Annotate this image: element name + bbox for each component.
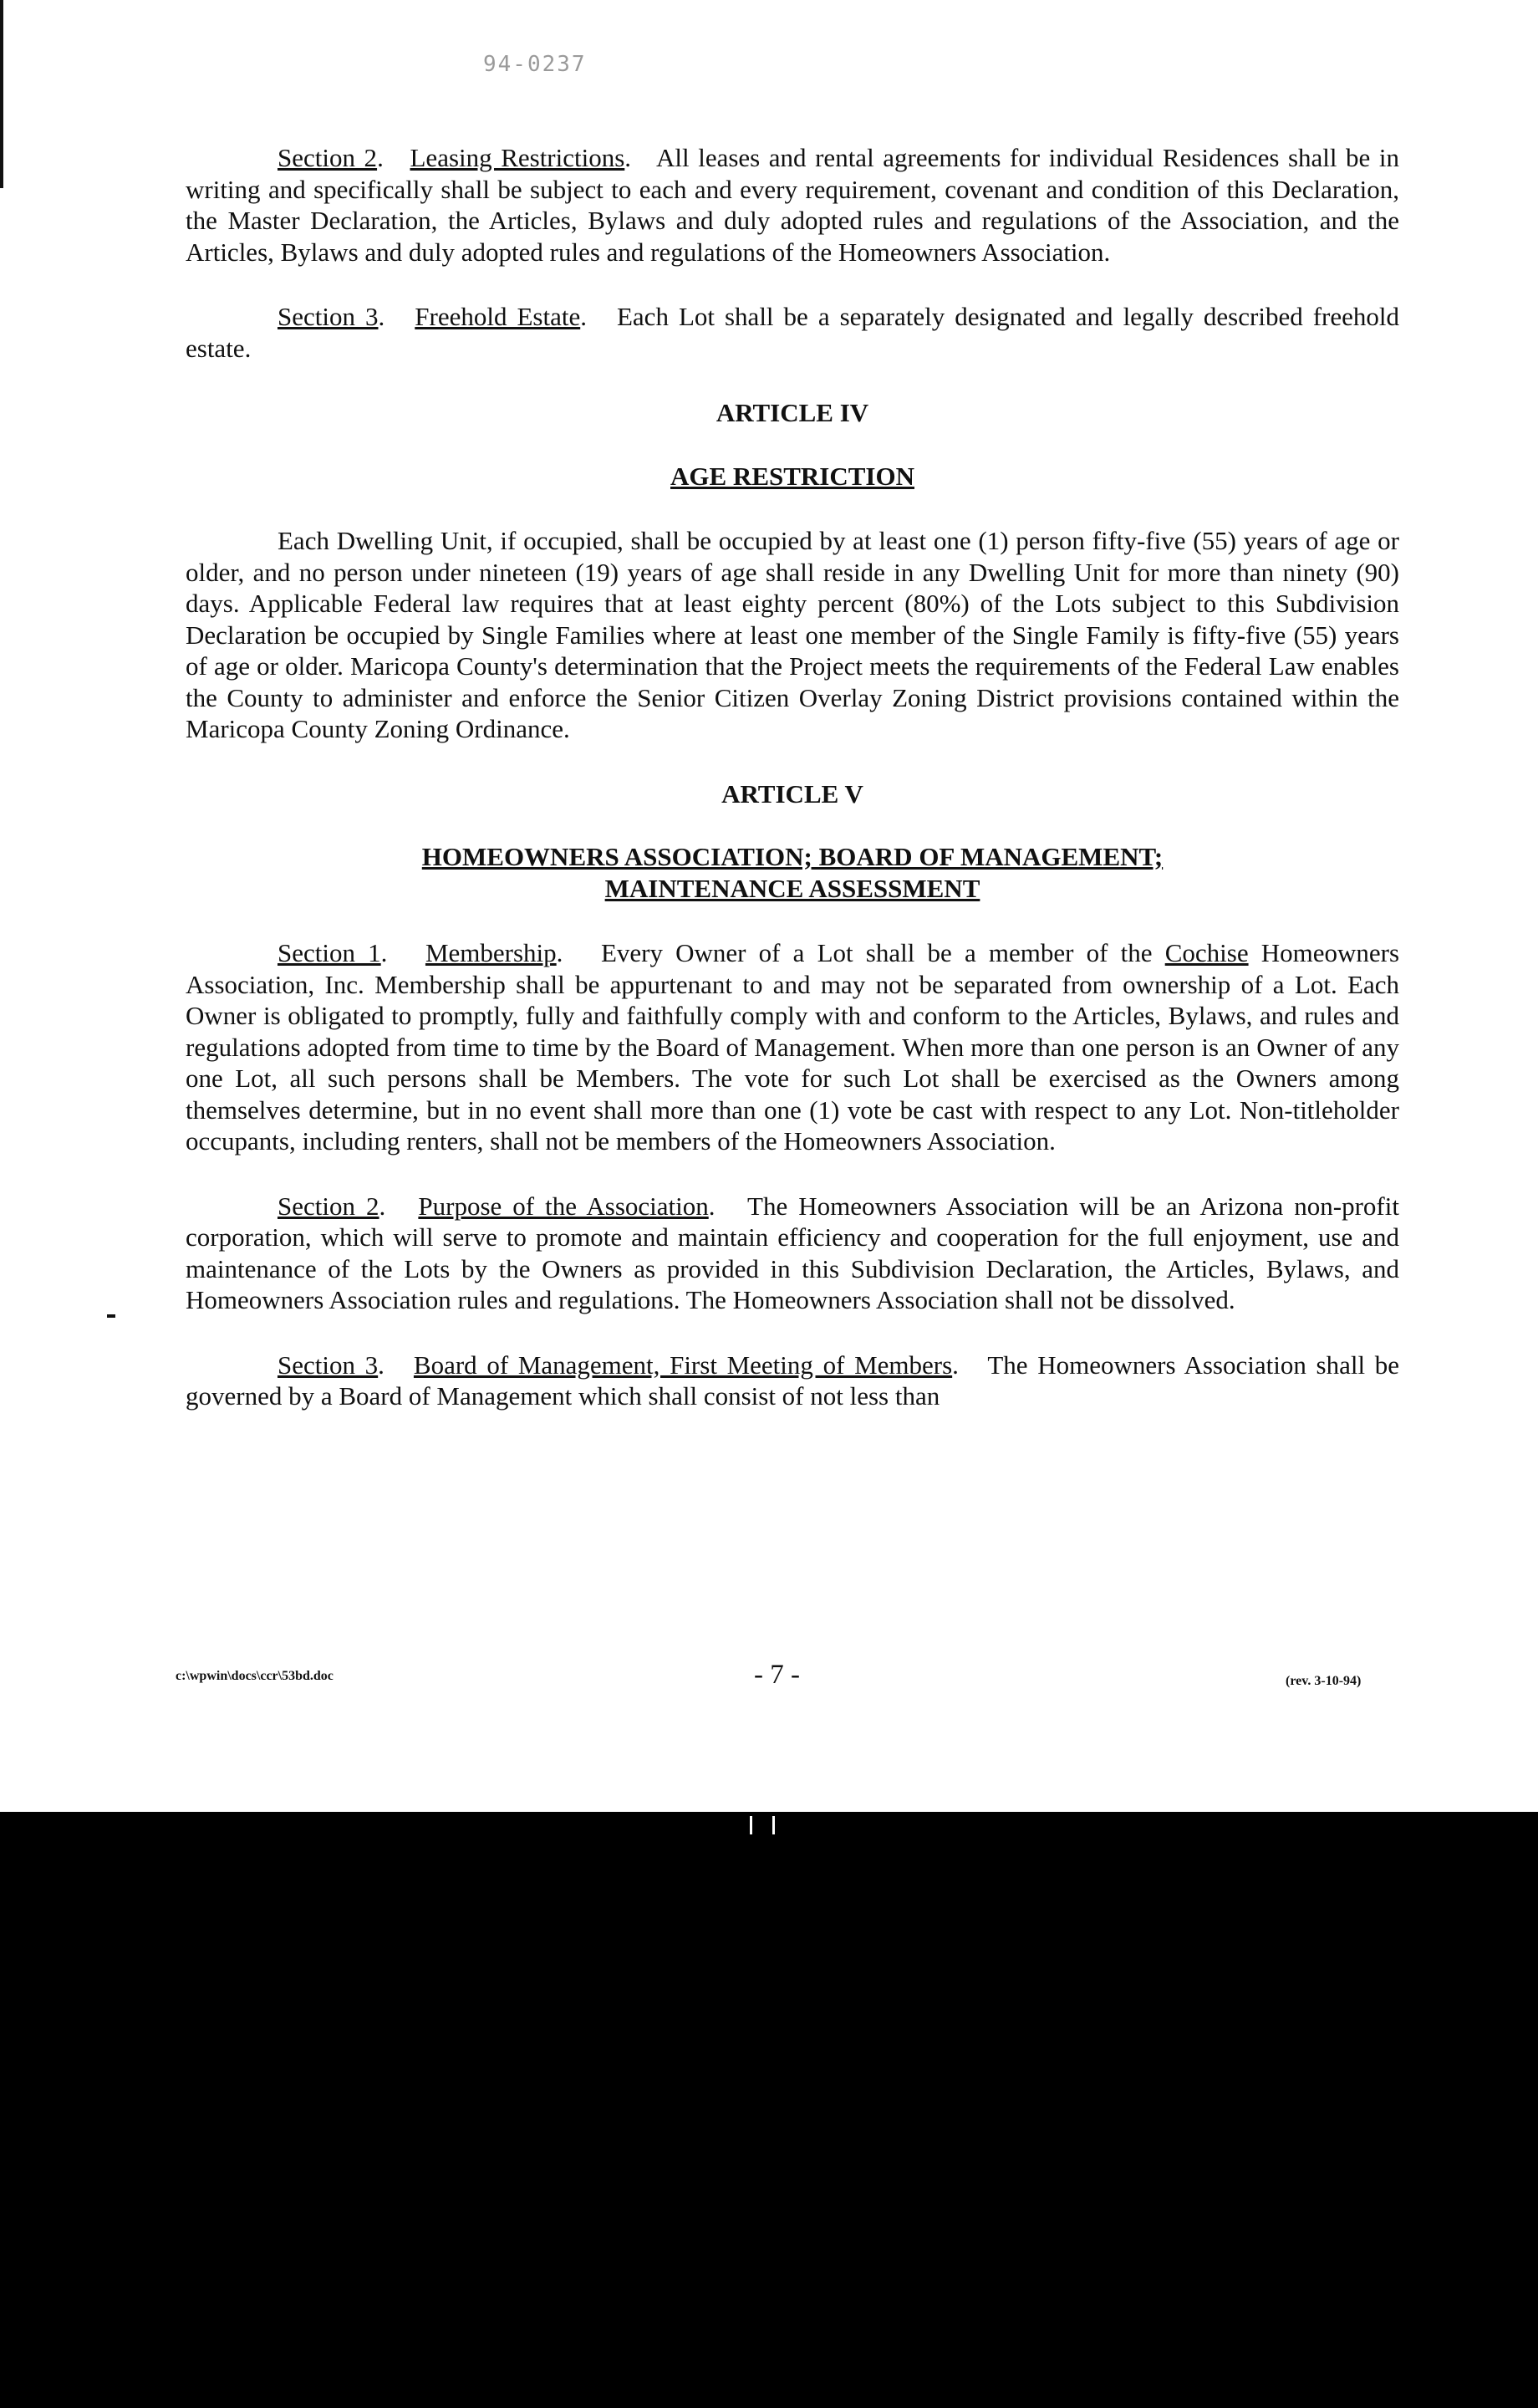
section-title: Board of Management, First Meeting of Members: [413, 1349, 953, 1380]
section-title: Freehold Estate: [415, 302, 581, 331]
article-4-subheading: AGE RESTRICTION: [670, 461, 914, 491]
section-title: Leasing Restrictions: [410, 143, 625, 172]
section-text: Each Lot shall be a separately designated and legally described freehold estate.: [186, 302, 1399, 363]
age-restriction-paragraph: Each Dwelling Unit, if occupied, shall be occupied by at least one (1) person fifty-five (55) years of age or older, and no person under nineteen (19) years of age shall reside in any Dwelling Unit for more than ninety (90) days. Applicable Federal law requires that at least eighty percent (80%) of the Lots subject to this Subdivision Declaration be occupied by Single Families where at least one member of the Single Family is fifty-five (55) years of age or older. Maricopa County's determination that the Project meets the requirements of the Federal Law enables the County to administer and enforce the Senior Citizen Overlay Zoning District provisions contained within the Maricopa County Zoning Ordinance.: [186, 526, 1399, 743]
section-title: Purpose of the Association: [418, 1191, 709, 1221]
footer-page-number: - 7 -: [754, 1660, 800, 1690]
section-number: Section 3: [278, 1349, 379, 1380]
section-text: Every Owner of a Lot shall be a member of the: [600, 938, 1153, 967]
article-5-heading: ARTICLE V: [721, 778, 863, 809]
section-3-freehold: Section 3. Freehold Estate. Each Lot shall be a separately designated and legally described freehold estate.: [186, 302, 1399, 363]
section-text: The Homeowners Association will be an Arizona non-profit corporation, which will serve to promote and maintain efficiency and cooperation for the full enjoyment, use and maintenance of the Lots by the Owners as provided in this Subdivision Declaration, the Articles, Bylaws, and Homeowners Association rules and regulations. The Homeowners Association shall not be dissolved.: [186, 1191, 1399, 1314]
document-body: [186, 142, 1399, 1412]
section-text: Homeowners Association, Inc. Membership shall be appurtenant to and may not be separated from ownership of a Lot. Each Owner is obligated to promptly, fully and faithfully comply with and conform to the Articles, Bylaws, and rules and regulations adopted from time to time by the Board of Management. When more than one person is an Owner of any one Lot, all such persons shall be Members. The vote for such Lot shall be exercised as the Owners among themselves determine, but in no event shall more than one (1) vote be cast with respect to any Lot. Non-titleholder occupants, including renters, shall not be members of the Homeowners Association.: [186, 938, 1400, 1156]
section-text: The Homeowners Association shall be governed by a Board of Management which shall consist of not less than: [186, 1349, 1399, 1411]
section-2-purpose: Section 2. Purpose of the Association. The Homeowners Association will be an Arizona non-profit corporation, which will serve to promote and maintain efficiency and cooperation for the full enjoyment, use and maintenance of the Lots by the Owners as provided in this Subdivision Declaration, the Articles, Bylaws, and Homeowners Association rules and regulations. The Homeowners Association shall not be dissolved.: [186, 1191, 1399, 1314]
scan-edge-line: [0, 0, 3, 188]
section-number: Section 2: [278, 143, 378, 172]
scan-black-band: [0, 1812, 1538, 2408]
section-number: Section 2: [278, 1191, 379, 1221]
article-4-heading: ARTICLE IV: [716, 398, 869, 427]
scan-speck: [772, 1816, 775, 1834]
section-3-board: Section 3. Board of Management, First Meeting of Members. The Homeowners Association shall be governed by a Board of Management which shall consist of not less than: [186, 1349, 1399, 1411]
scan-speck: [750, 1816, 752, 1834]
footer-revision: (rev. 3-10-94): [1286, 1674, 1362, 1688]
recording-stamp: 94-0237: [483, 52, 587, 77]
section-number: Section 1: [278, 938, 381, 967]
association-name: Cochise: [1164, 938, 1249, 967]
margin-mark: [107, 1314, 115, 1318]
section-text: All leases and rental agreements for individual Residences shall be in writing and specifically shall be subject to each and every requirement, covenant and condition of this Declaration, the Master Declaration, the Articles, Bylaws and duly adopted rules and regulations of the Association, and the Articles, Bylaws and duly adopted rules and regulations of the Homeowners Association.: [186, 143, 1399, 267]
section-2-leasing: Section 2. Leasing Restrictions. All leases and rental agreements for individual Residences shall be in writing and specifically shall be subject to each and every requirement, covenant and condition of this Declaration, the Master Declaration, the Articles, Bylaws and duly adopted rules and regulations of the Association, and the Articles, Bylaws and duly adopted rules and regulations of the Homeowners Association.: [186, 143, 1399, 267]
section-number: Section 3: [278, 302, 379, 331]
footer-file-path: c:\wpwin\docs\ccr\53bd.doc: [176, 1669, 334, 1683]
section-1-membership: Section 1. Membership. Every Owner of a Lot shall be a member of the Cochise Homeowners Association, Inc. Membership shall be appurtenant to and may not be separated from ownership of a Lot. Each Owner is obligated to promptly, fully and faithfully comply with and conform to the Articles, Bylaws, and rules and regulations adopted from time to time by the Board of Management. When more than one person is an Owner of any one Lot, all such persons shall be Members. The vote for such Lot shall be exercised as the Owners among themselves determine, but in no event shall more than one (1) vote be cast with respect to any Lot. Non-titleholder occupants, including renters, shall not be members of the Homeowners Association.: [186, 938, 1400, 1156]
article-5-subheading: HOMEOWNERS ASSOCIATION; BOARD OF MANAGEMENT; MAINTENANCE ASSESSMENT: [421, 842, 1164, 903]
section-title: Membership: [425, 938, 557, 967]
